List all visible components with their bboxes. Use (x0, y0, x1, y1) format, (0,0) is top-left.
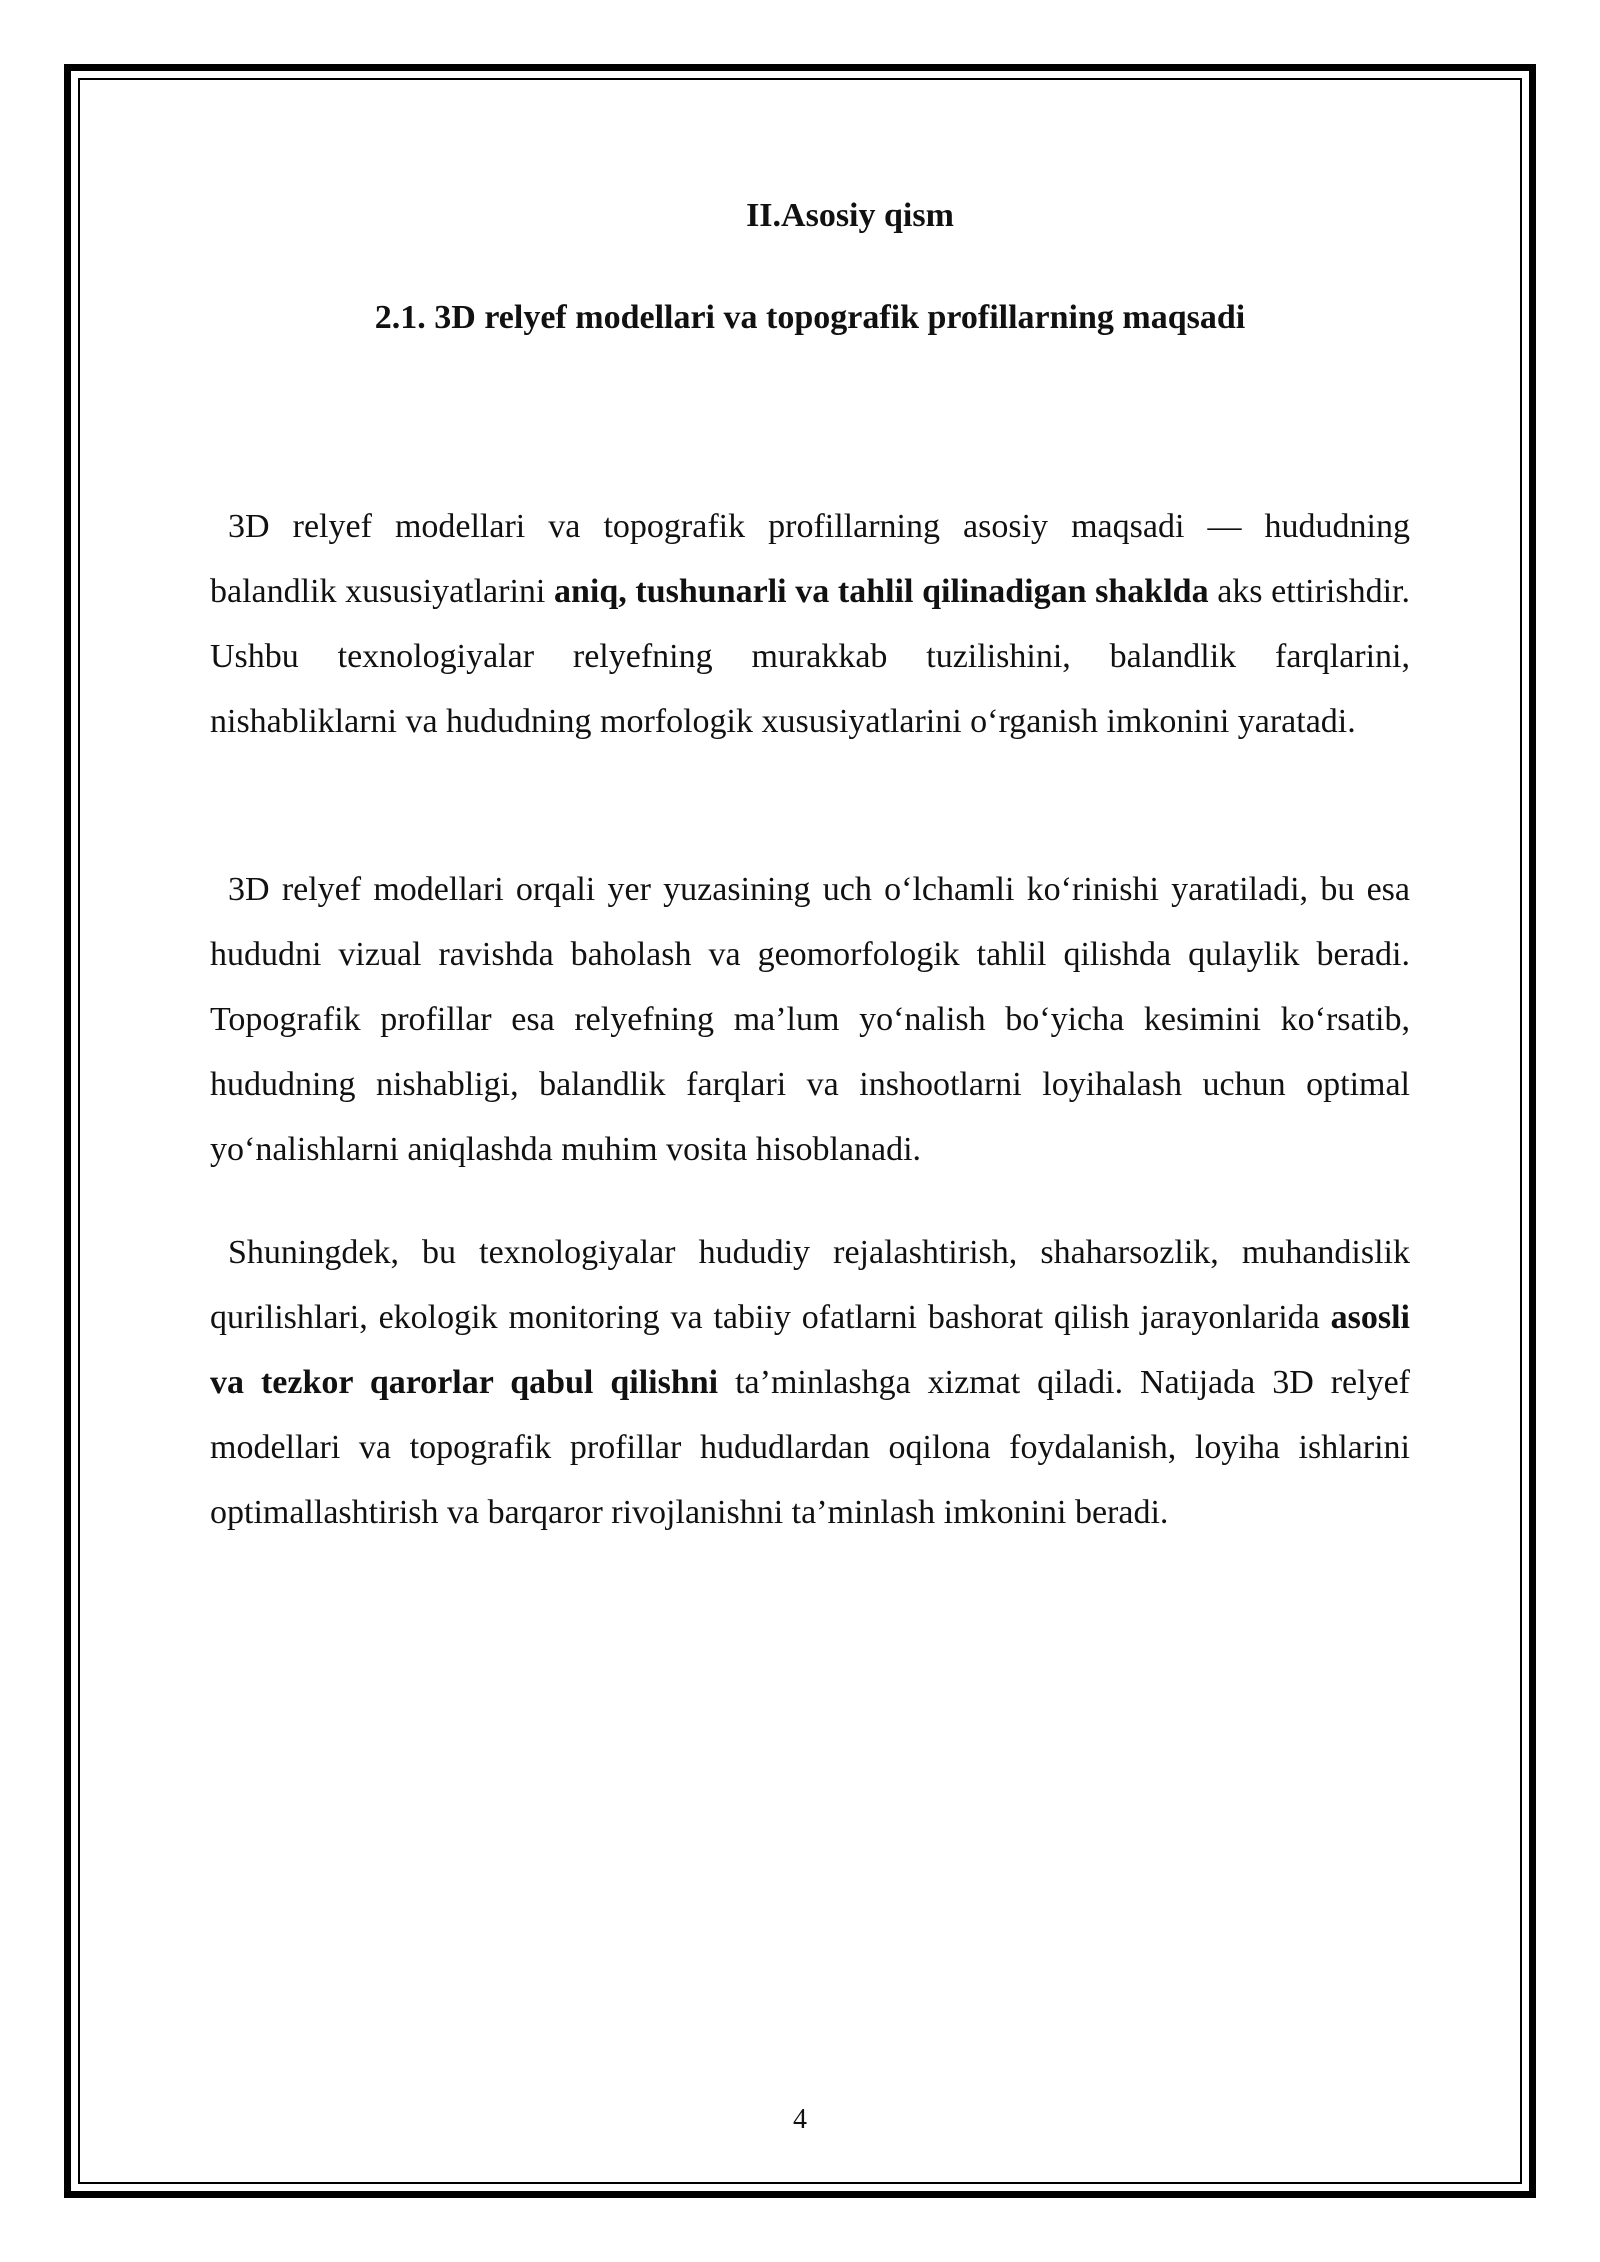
chapter-title: II.Asosiy qism (746, 197, 954, 234)
paragraph-3 (210, 1220, 1410, 1545)
paragraph-2: 3D relyef modellari orqali yer yuzasining uch o‘lchamli ko‘rinishi yaratiladi, bu esa hududni vizual ravishda baholash va geomorfologik tahlil qilishda qulaylik beradi. Topografik profillar esa relyefning ma’lum yo‘nalish bo‘yicha kesimini ko‘rsatib, hududning nishabligi, balandlik farqlari va inshootlarni loyihalash uchun optimal yo‘nalishlarni aniqlashda muhim vosita hisoblanadi. (210, 871, 1410, 1168)
page-number: 4 (793, 2104, 807, 2135)
paragraph-1-text-c: aks ettirishdir. Ushbu texnologiyalar relyefning murakkab tuzilishini, balandlik farqlarini, nishabliklarni va hududning morfologik xususiyatlarini o‘rganish imkonini yaratadi. (210, 573, 1411, 740)
paragraph-3-text-a: Shuningdek, bu texnologiyalar hududiy rejalashtirish, shaharsozlik, muhandislik qurilishlari, ekologik monitoring va tabiiy ofatlarni bashorat qilish jarayonlarida (210, 1234, 1410, 1336)
paragraph-3-bold: asosli va tezkor qarorlar qabul qilishni (210, 1299, 1410, 1401)
paragraph-1-bold: aniq, tushunarli va tahlil qilinadigan shaklda (554, 573, 1209, 610)
paragraph-3-text-c: ta’minlashga xizmat qiladi. Natijada 3D relyef modellari va topografik profillar hududlardan oqilona foydalanish, loyiha ishlarini optimallashtirish va barqaror rivojlanishni ta’minlash imkonini beradi. (210, 1364, 1410, 1531)
paragraph-1-text-a: 3D relyef modellari va topografik profillarning asosiy maqsadi — hududning balandlik xususiyatlarini (210, 508, 1410, 610)
section-title: 2.1. 3D relyef modellari va topografik profillarning maqsadi (374, 299, 1246, 336)
paragraph-1 (210, 494, 1410, 754)
